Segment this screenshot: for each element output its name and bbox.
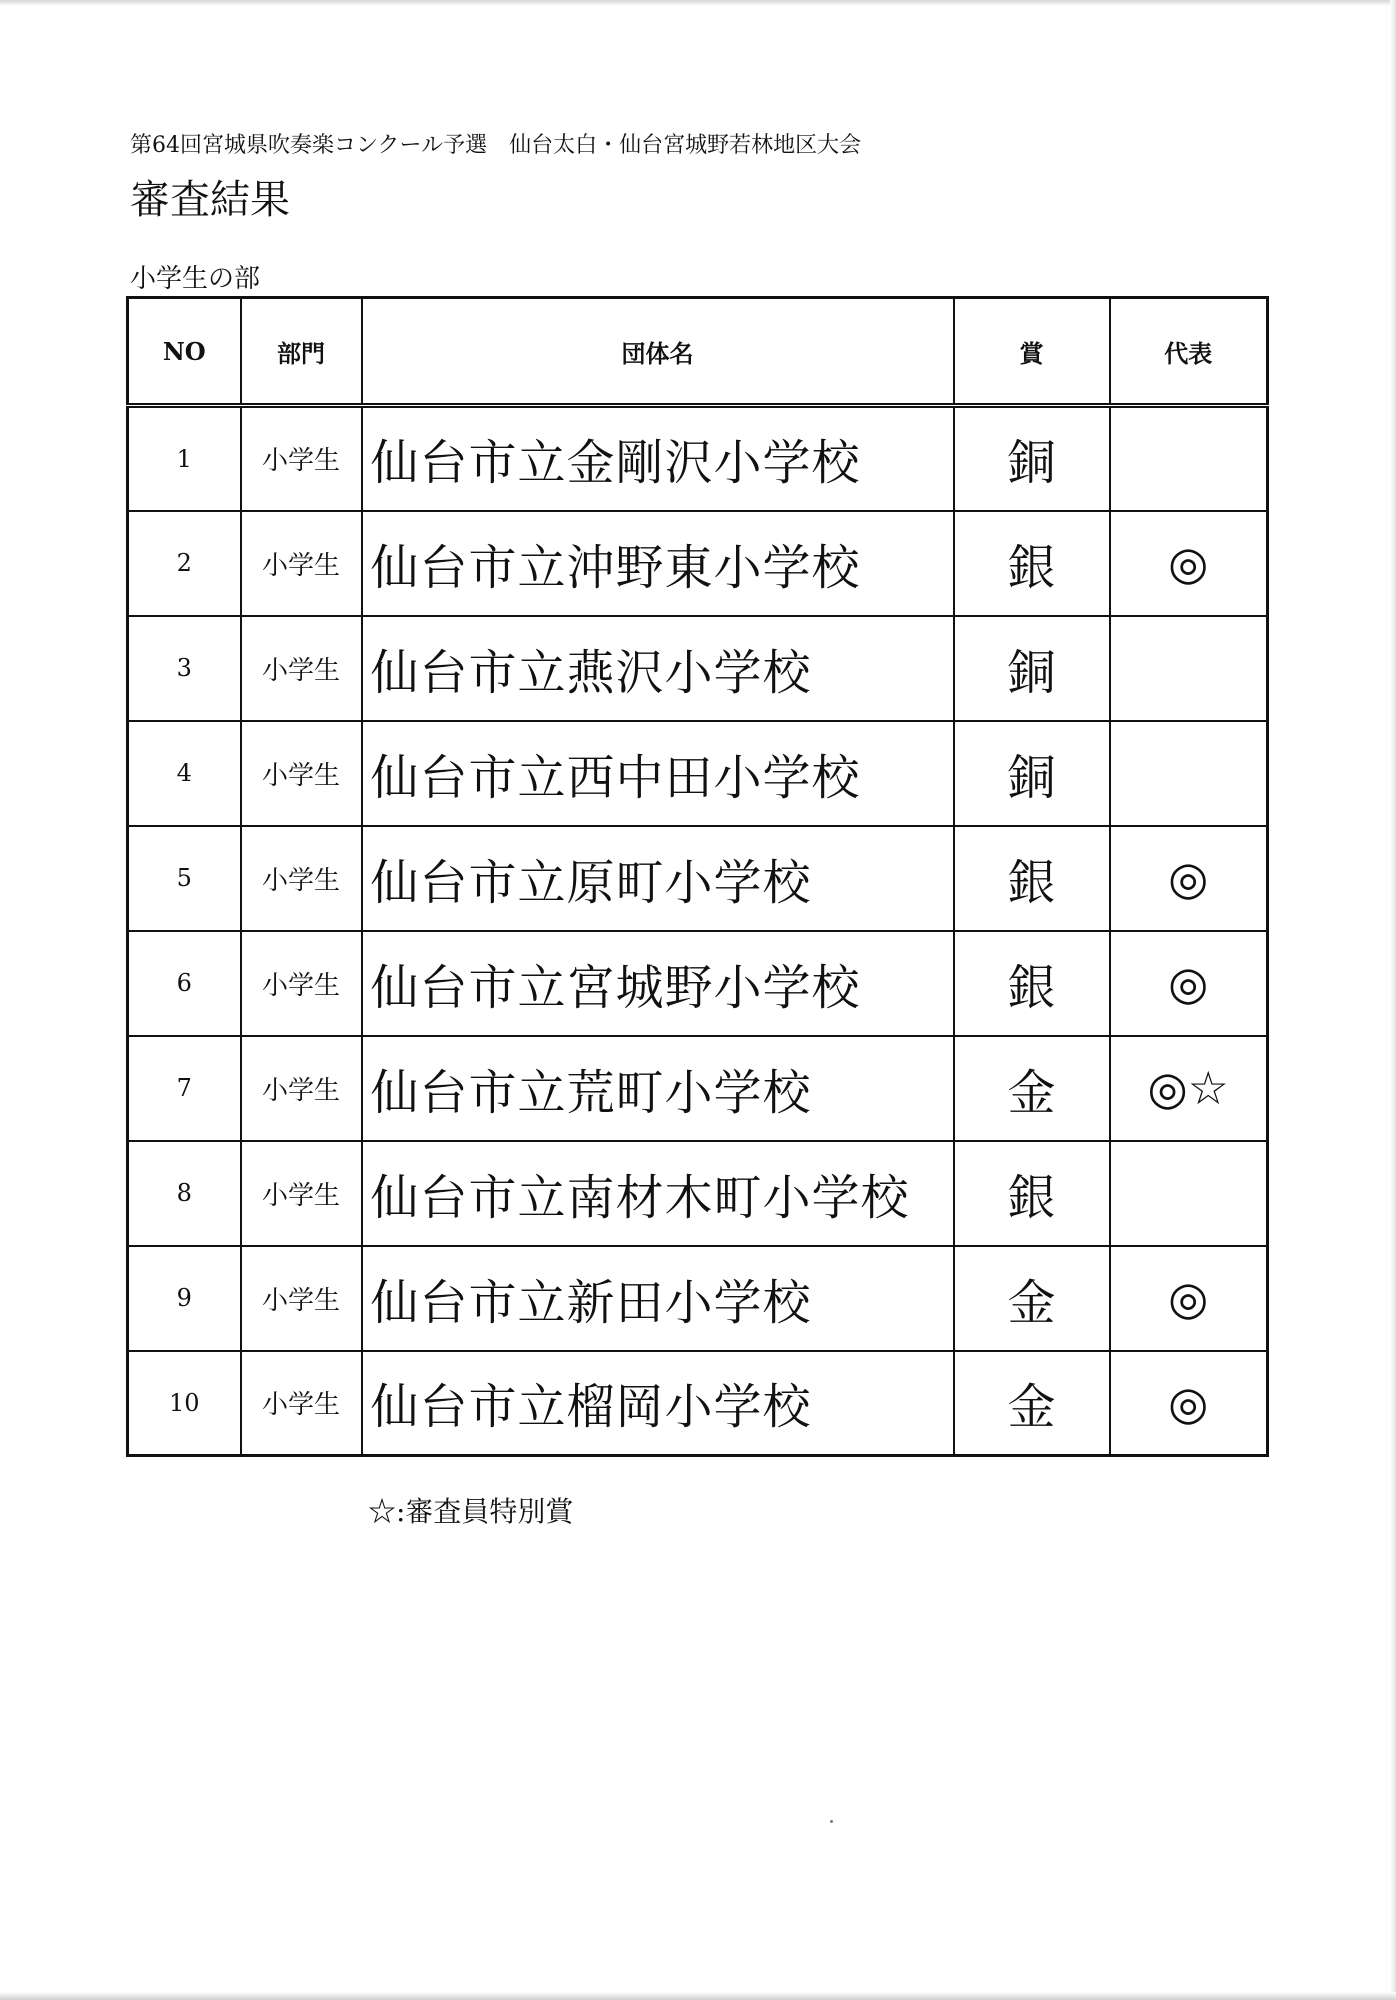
cell-division: 小学生 [241,826,362,931]
cell-division: 小学生 [241,511,362,616]
cell-school-name: 仙台市立西中田小学校 [362,721,954,826]
cell-school-name: 仙台市立榴岡小学校 [362,1351,954,1456]
cell-no: 3 [128,616,241,721]
header-award: 賞 [954,298,1110,406]
header-representative: 代表 [1110,298,1268,406]
scan-edge-right [1390,0,1396,2000]
cell-award: 銀 [954,826,1110,931]
cell-representative [1110,616,1268,721]
cell-no: 1 [128,406,241,511]
cell-award: 金 [954,1036,1110,1141]
cell-representative: ◎ [1110,511,1268,616]
cell-no: 2 [128,511,241,616]
table-row [128,721,1268,826]
cell-no: 7 [128,1036,241,1141]
scan-edge-top [0,0,1396,6]
scan-speck [830,1820,833,1823]
cell-representative [1110,406,1268,511]
cell-school-name: 仙台市立南材木町小学校 [362,1141,954,1246]
cell-division: 小学生 [241,1351,362,1456]
cell-representative: ◎ [1110,931,1268,1036]
cell-no: 4 [128,721,241,826]
cell-no: 6 [128,931,241,1036]
cell-representative [1110,1141,1268,1246]
cell-no: 8 [128,1141,241,1246]
cell-division: 小学生 [241,406,362,511]
table-row [128,826,1268,931]
cell-award: 銀 [954,931,1110,1036]
cell-award: 銅 [954,721,1110,826]
cell-representative: ◎ [1110,1351,1268,1456]
cell-school-name: 仙台市立宮城野小学校 [362,931,954,1036]
contest-header: 第64回宮城県吹奏楽コンクール予選 仙台太白・仙台宮城野若林地区大会 [130,133,862,158]
cell-school-name: 仙台市立燕沢小学校 [362,616,954,721]
cell-school-name: 仙台市立荒町小学校 [362,1036,954,1141]
cell-representative: ◎ [1110,826,1268,931]
cell-no: 5 [128,826,241,931]
table-header-row [128,298,1268,406]
cell-award: 銀 [954,1141,1110,1246]
footnote-special-award: ☆:審査員特別賞 [368,1495,574,1528]
table-row [128,1036,1268,1141]
table-row [128,1246,1268,1351]
cell-award: 金 [954,1351,1110,1456]
cell-school-name: 仙台市立新田小学校 [362,1246,954,1351]
cell-no: 9 [128,1246,241,1351]
header-name: 団体名 [362,298,954,406]
scan-edge-bottom [0,1992,1396,2000]
table-row [128,406,1268,511]
results-table [126,296,1269,1457]
page-title: 審査結果 [130,177,290,223]
cell-division: 小学生 [241,1141,362,1246]
cell-award: 金 [954,1246,1110,1351]
cell-school-name: 仙台市立沖野東小学校 [362,511,954,616]
cell-division: 小学生 [241,616,362,721]
cell-division: 小学生 [241,721,362,826]
cell-school-name: 仙台市立金剛沢小学校 [362,406,954,511]
table-row [128,616,1268,721]
table-row [128,511,1268,616]
cell-school-name: 仙台市立原町小学校 [362,826,954,931]
cell-representative: ◎☆ [1110,1036,1268,1141]
header-no: NO [128,298,241,406]
cell-division: 小学生 [241,1036,362,1141]
section-title: 小学生の部 [130,264,261,294]
cell-no: 10 [128,1351,241,1456]
cell-representative: ◎ [1110,1246,1268,1351]
cell-award: 銀 [954,511,1110,616]
cell-award: 銅 [954,616,1110,721]
table-row [128,1141,1268,1246]
table-row [128,931,1268,1036]
cell-division: 小学生 [241,931,362,1036]
cell-award: 銅 [954,406,1110,511]
header-division: 部門 [241,298,362,406]
table-row [128,1351,1268,1456]
cell-division: 小学生 [241,1246,362,1351]
cell-representative [1110,721,1268,826]
